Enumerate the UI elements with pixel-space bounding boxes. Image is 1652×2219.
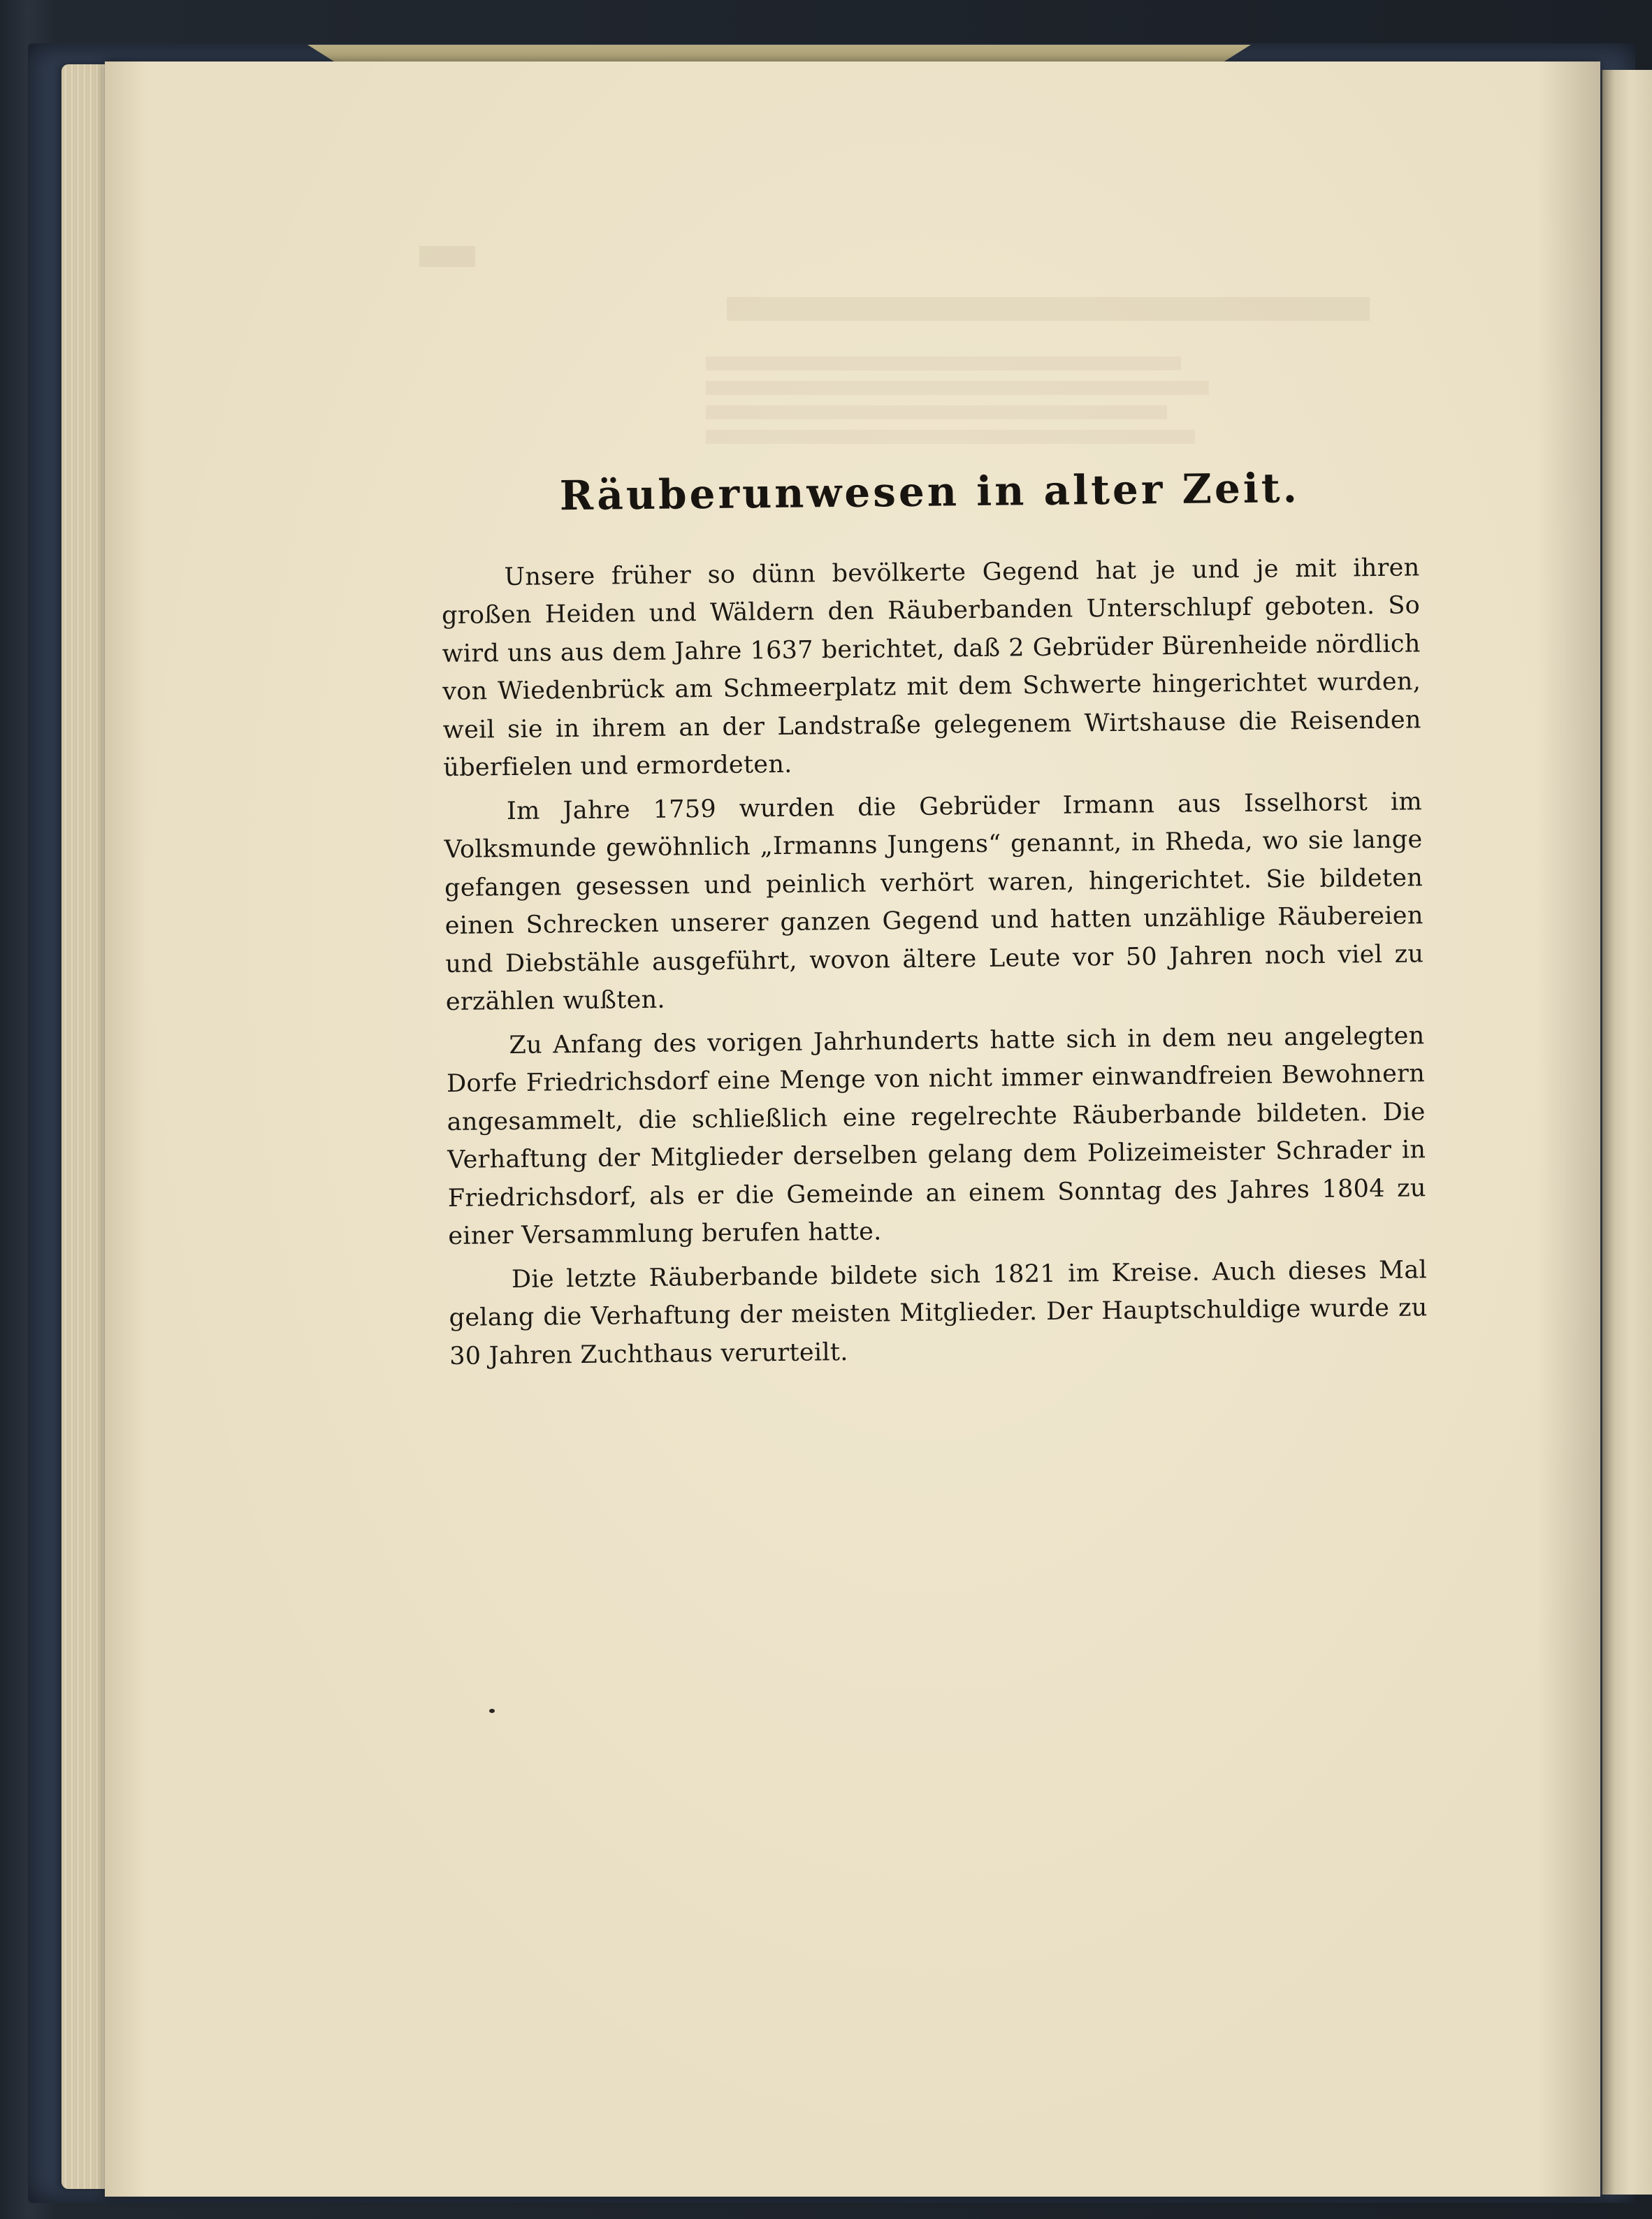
article <box>440 465 1428 1381</box>
ink-speck <box>489 1709 495 1713</box>
paragraph-1: Unsere früher so dünn bevölkerte Gegend hat je und je mit ihren großen Heiden und Wäldern den Räuberbanden Unterschlupf geboten. So wird uns aus dem Jahre 1637 berichtet, daß 2 Gebrüder Bürenheide nördlich von Wiedenbrück am Schmeerplatz mit dem Schwerte hingerichtet wurden, weil sie in ihrem an der Landstraße gelegenem Wirtshause die Reisenden überfielen und ermordeten. <box>441 554 1421 783</box>
facing-page-edge <box>1600 70 1652 2195</box>
paragraph-2: Im Jahre 1759 wurden die Gebrüder Irmann aus Isselhorst im Volksmunde gewöhnlich „Irmanns Jungens“ genannt, in Rheda, wo sie lange gefangen gesessen und peinlich verhört waren, hingerichtet. Sie bildeten einen Schrecken unserer ganzen Gegend und hatten unzählige Räubereien und Diebstähle ausgeführt, wovon ältere Leute vor 50 Jahren noch viel zu erzählen wußten. <box>444 788 1424 1017</box>
paragraph-4: Die letzte Räuberbande bildete sich 1821 im Kreise. Auch dieses Mal gelang die Verhaftung der meisten Mitglieder. Der Hauptschuldige wurde zu 30 Jahren Zuchthaus verurteilt. <box>449 1256 1428 1371</box>
paragraph-3: Zu Anfang des vorigen Jahrhunderts hatte sich in dem neu angelegten Dorfe Friedrichsdorf eine Menge von nicht immer einwandfreien Bewohnern angesammelt, die schließlich eine regelrechte Räuberbande bildeten. Die Verhaftung der Mitglieder derselben gelang dem Polizeimeister Schrader in Friedrichsdorf, als er die Gemeinde an einem Sonntag des Jahres 1804 zu einer Versammlung berufen hatte. <box>446 1022 1426 1251</box>
page-title: Räuberunwesen in alter Zeit. <box>559 464 1300 520</box>
